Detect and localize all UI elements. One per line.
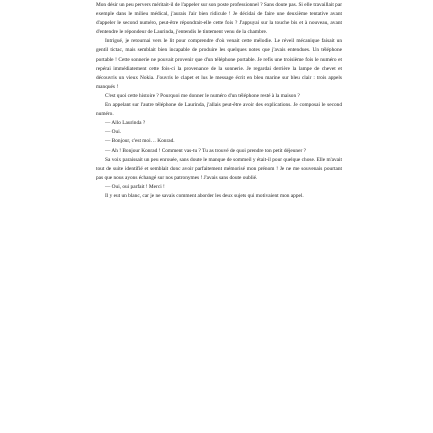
paragraph: Sa voix paraissait un peu enrouée, sans doute le manque de sommeil y était-il pour quelque chose. Elle m'avait tout de suite identifié et semblait donc avoir parfaitement mémorisé mon prénom ! Je ne me souvenais pourtant pas que nous ayons échangé sur nos patronymes ! J'avais sans doute oublié.	[96, 156, 342, 181]
dialogue-line: — Bonjour, c'est moi… Konrad.	[105, 138, 175, 145]
paragraph: En appelant sur l'autre téléphone de Laurinda, j'allais peut-être avoir des explications. Je composai le second numéro.	[96, 102, 342, 118]
paragraph: Intrigué, je retournai vers le lit pour comprendre d'où venait cette mélodie. Le réveil mécanique faisait un gentil tictac, mais semblait bien incapable de produire les quelques notes que j'avais entendues. Un téléphone portable ! Cette sonnerie ne pouvait provenir que d'un téléphone portable. Je refis une troisième fois le numéro et repérai immédiatement cette fois-ci la provenance de la sonnerie. Je regardai derrière la lampe de chevet et découvris un vieux Nokia. J'ouvris le clapet et lus le message écrit en bleu marine sur bleu clair : trois appels manqués !	[96, 38, 342, 90]
dialogue-line: — Oui.	[105, 129, 122, 136]
dialogue-line: — Ah ! Bonjour Konrad ! Comment vas-tu ? Tu as trouvé de quoi prendre ton petit déjeuner ?	[105, 147, 306, 154]
page-text-block	[96, 1, 342, 201]
paragraph: C'est quoi cette histoire ? Pourquoi me donner le numéro d'un téléphone resté à la maison ?	[105, 92, 300, 99]
dialogue-line: — Oui, oui parfait ! Merci !	[105, 183, 165, 190]
dialogue-line: — Allo Laurinda ?	[105, 120, 146, 127]
paragraph: Il y eut un blanc, car je ne savais comment aborder les deux sujets qui motivaient mon appel.	[105, 192, 304, 199]
paragraph: Mon désir un peu pervers méritait-il de l'appeler sur son poste professionnel ? Sans doute pas. Si elle travaillait par exemple dans le milieu médical, j'aurais l'air bien ridicule ! Je décidai de faire une deuxième tentative avant d'appeler le second numéro, peut-être répondrait-elle cette fois ? J'appuyai sur la touche bis et à nouveau, avant d'entendre le répondeur de Laurinda, j'entendis le tintement venu de la chambre.	[96, 2, 342, 36]
